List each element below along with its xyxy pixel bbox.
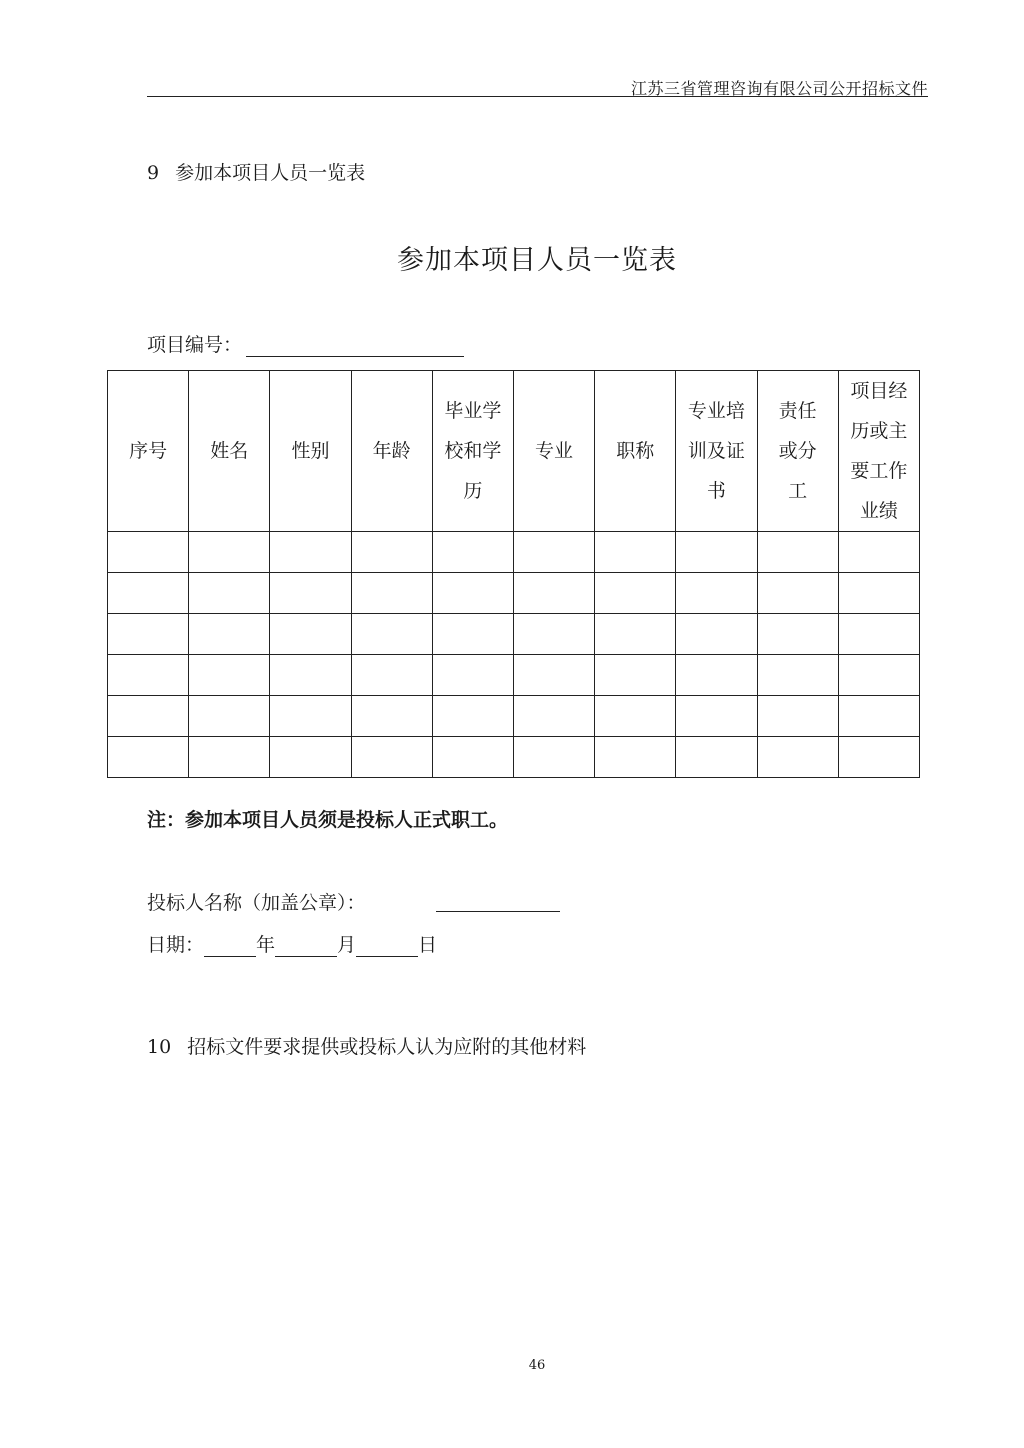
table-cell [351, 696, 432, 737]
year-label: 年 [256, 934, 276, 956]
table-cell [351, 737, 432, 778]
table-cell [757, 655, 838, 696]
table-cell [676, 696, 757, 737]
bidder-name-line [147, 888, 366, 915]
column-header: 专业培训及证书 [676, 371, 757, 532]
table-cell [270, 696, 351, 737]
table-cell [270, 614, 351, 655]
table-cell [757, 614, 838, 655]
section-title: 参加本项目人员一览表 [175, 162, 366, 184]
section-number: 10 [147, 1036, 172, 1058]
table-cell [595, 696, 676, 737]
date-label: 日期： [147, 934, 205, 956]
column-header: 性别 [270, 371, 351, 532]
column-header: 毕业学校和学历 [432, 371, 513, 532]
table-cell [351, 573, 432, 614]
header-rule [147, 96, 928, 97]
table-cell [270, 737, 351, 778]
column-header: 职称 [595, 371, 676, 532]
table-cell [108, 696, 189, 737]
table-cell [838, 655, 919, 696]
table-cell [108, 737, 189, 778]
table-cell [757, 573, 838, 614]
table-cell [270, 532, 351, 573]
table-cell [432, 573, 513, 614]
table-row [108, 532, 920, 573]
project-number-line [147, 330, 464, 357]
table-row [108, 614, 920, 655]
section-title: 招标文件要求提供或投标人认为应附的其他材料 [187, 1036, 587, 1058]
table-cell [108, 614, 189, 655]
table-cell [676, 532, 757, 573]
bidder-name-label: 投标人名称（加盖公章）： [147, 892, 366, 914]
page-number: 46 [528, 1358, 546, 1373]
table-cell [432, 614, 513, 655]
table-header-row [108, 371, 920, 532]
staff-table [107, 370, 920, 778]
day-label: 日 [418, 934, 438, 956]
table-cell [189, 532, 270, 573]
table-cell [108, 655, 189, 696]
column-header: 责任或分工 [757, 371, 838, 532]
table-cell [838, 614, 919, 655]
table-cell [676, 655, 757, 696]
table-cell [189, 655, 270, 696]
table-cell [595, 655, 676, 696]
project-number-blank [246, 334, 464, 357]
table-cell [513, 655, 594, 696]
table-row [108, 737, 920, 778]
table-cell [838, 573, 919, 614]
table-cell [838, 737, 919, 778]
bidder-name-blank [436, 888, 560, 912]
table-cell [189, 696, 270, 737]
table-cell [432, 737, 513, 778]
date-line [147, 930, 437, 957]
table-cell [513, 737, 594, 778]
table-cell [513, 532, 594, 573]
table-cell [351, 614, 432, 655]
table-cell [270, 655, 351, 696]
table-cell [595, 532, 676, 573]
year-blank [204, 934, 256, 957]
table-cell [595, 614, 676, 655]
section-number: 9 [147, 162, 160, 184]
table-row [108, 655, 920, 696]
document-title: 参加本项目人员一览表 [397, 245, 677, 276]
table-cell [757, 696, 838, 737]
table-row [108, 696, 920, 737]
column-header: 专业 [513, 371, 594, 532]
column-header: 项目经历或主要工作业绩 [838, 371, 919, 532]
table-cell [108, 532, 189, 573]
table-cell [513, 573, 594, 614]
table-cell [595, 573, 676, 614]
table-row [108, 573, 920, 614]
column-header: 年龄 [351, 371, 432, 532]
table-cell [432, 532, 513, 573]
day-blank [356, 934, 418, 957]
month-label: 月 [337, 934, 357, 956]
section-10-heading [147, 1032, 586, 1059]
table-cell [757, 532, 838, 573]
table-cell [351, 532, 432, 573]
table-cell [838, 532, 919, 573]
running-header: 江苏三省管理咨询有限公司公开招标文件 [630, 79, 928, 98]
table-cell [189, 737, 270, 778]
table-cell [676, 737, 757, 778]
column-header: 姓名 [189, 371, 270, 532]
table-cell [676, 573, 757, 614]
table-cell [595, 737, 676, 778]
table-body [108, 532, 920, 778]
project-number-label: 项目编号： [147, 334, 243, 356]
table-cell [189, 614, 270, 655]
table-cell [676, 614, 757, 655]
table-cell [757, 737, 838, 778]
table-cell [513, 614, 594, 655]
note: 注：参加本项目人员须是投标人正式职工。 [147, 809, 509, 831]
column-header: 序号 [108, 371, 189, 532]
table-cell [270, 573, 351, 614]
table-cell [432, 696, 513, 737]
table-cell [838, 696, 919, 737]
section-9-heading [147, 158, 365, 185]
table-cell [108, 573, 189, 614]
table-cell [351, 655, 432, 696]
table-cell [432, 655, 513, 696]
table-cell [513, 696, 594, 737]
table-cell [189, 573, 270, 614]
month-blank [275, 934, 337, 957]
